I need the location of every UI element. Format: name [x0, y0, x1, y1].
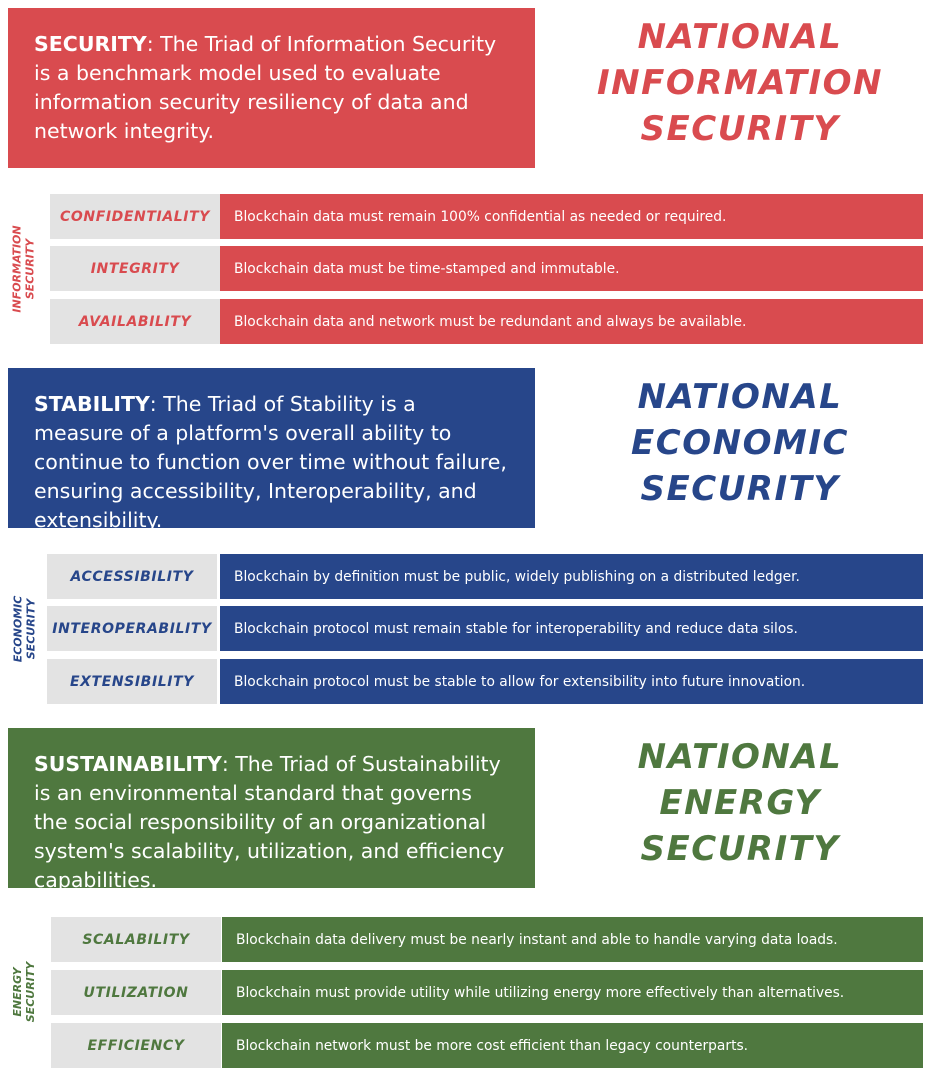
row-description: Blockchain data must be time-stamped and immutable.	[220, 246, 923, 291]
intro-box-sustainability	[8, 728, 535, 892]
intro-term: SECURITY	[34, 32, 147, 56]
row-label: UTILIZATION	[51, 970, 221, 1015]
title-line: ECONOMIC	[631, 423, 849, 463]
row-label: INTEGRITY	[50, 246, 220, 291]
row-description: Blockchain network must be more cost efficient than legacy counterparts.	[222, 1023, 923, 1068]
row-label: EXTENSIBILITY	[47, 659, 217, 704]
title-line: NATIONAL	[637, 377, 843, 417]
title-line: SECURITY	[640, 829, 840, 869]
section-title	[560, 734, 920, 872]
row-label: CONFIDENTIALITY	[50, 194, 220, 239]
side-label	[2, 194, 46, 344]
side-label	[2, 917, 46, 1067]
row-label: EFFICIENCY	[51, 1023, 221, 1068]
row-label: AVAILABILITY	[50, 299, 220, 344]
row-description: Blockchain data and network must be redundant and always be available.	[220, 299, 923, 344]
intro-text: : The Triad of Sustainability is an environmental standard that governs the social responsibility of an organizational system's scalability, utilization, and efficiency capabilities.	[34, 752, 505, 892]
title-line: NATIONAL	[637, 737, 843, 777]
intro-text: : The Triad of Information Security is a benchmark model used to evaluate information security resiliency of data and network integrity.	[34, 32, 497, 143]
section-title	[560, 374, 920, 512]
side-label-line: SECURITY	[24, 598, 38, 660]
intro-box-security	[8, 8, 535, 168]
side-label-line: SECURITY	[24, 961, 38, 1023]
title-line: INFORMATION	[596, 63, 883, 103]
side-label-line: ENERGY	[11, 967, 25, 1017]
title-line: ENERGY	[659, 783, 821, 823]
row-description: Blockchain protocol must be stable to allow for extensibility into future innovation.	[220, 659, 923, 704]
row-label: SCALABILITY	[51, 917, 221, 962]
side-label-line: SECURITY	[24, 238, 38, 300]
row-label: INTEROPERABILITY	[47, 606, 217, 651]
row-description: Blockchain must provide utility while utilizing energy more effectively than alternatives.	[222, 970, 923, 1015]
intro-text: : The Triad of Stability is a measure of a platform's overall ability to continue to function over time without failure, ensuring accessibility, Interoperability, and extensibility.	[34, 392, 507, 532]
row-label: ACCESSIBILITY	[47, 554, 217, 599]
section-title	[560, 14, 920, 152]
row-description: Blockchain data delivery must be nearly instant and able to handle varying data loads.	[222, 917, 923, 962]
row-description: Blockchain by definition must be public, widely publishing on a distributed ledger.	[220, 554, 923, 599]
intro-box-stability	[8, 368, 535, 532]
title-line: SECURITY	[640, 109, 840, 149]
intro-term: STABILITY	[34, 392, 150, 416]
row-description: Blockchain protocol must remain stable for interoperability and reduce data silos.	[220, 606, 923, 651]
intro-term: SUSTAINABILITY	[34, 752, 222, 776]
title-line: NATIONAL	[637, 17, 843, 57]
row-description: Blockchain data must remain 100% confidential as needed or required.	[220, 194, 923, 239]
side-label-line: ECONOMIC	[11, 595, 25, 663]
side-label	[2, 554, 46, 704]
title-line: SECURITY	[640, 469, 840, 509]
side-label-line: INFORMATION	[11, 225, 25, 313]
